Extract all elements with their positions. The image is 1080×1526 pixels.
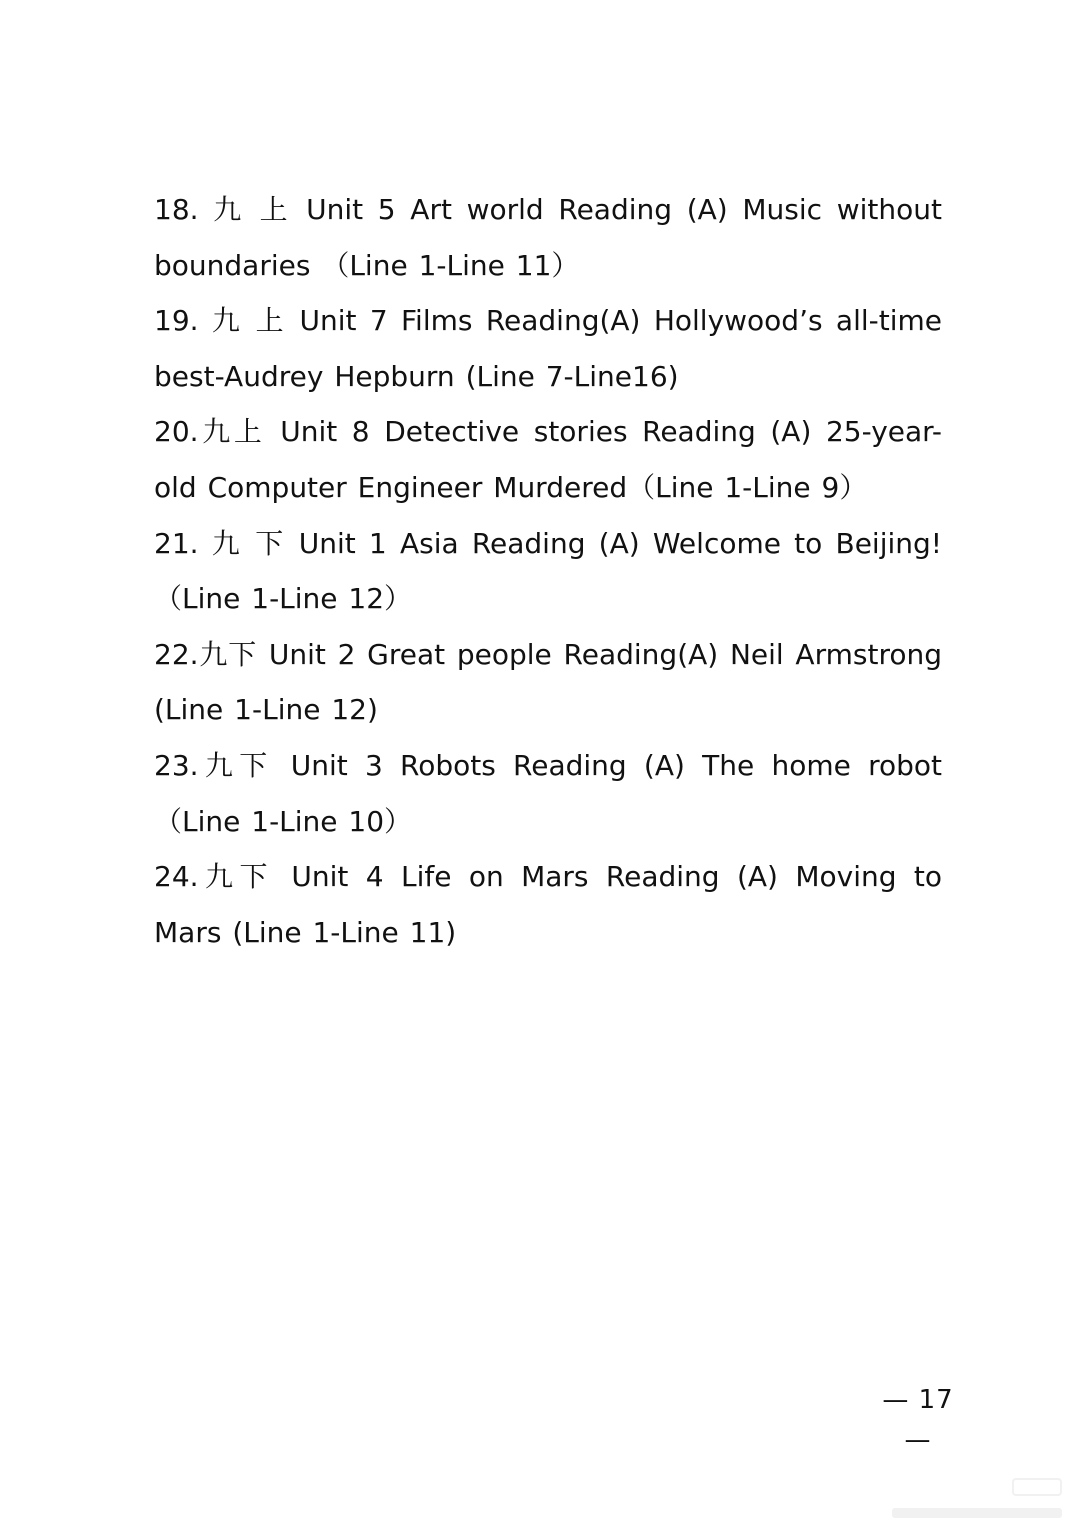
list-item: 21. 九 下 Unit 1 Asia Reading (A) Welcome to Beijing! （Line 1-Line 12）	[154, 526, 942, 616]
watermark-logo	[882, 1478, 1062, 1518]
reading-list	[154, 182, 942, 960]
list-item: 24.九下 Unit 4 Life on Mars Reading (A) Moving to Mars (Line 1-Line 11)	[154, 860, 942, 949]
list-item: 22.九下 Unit 2 Great people Reading(A) Neil Armstrong (Line 1-Line 12)	[154, 637, 942, 727]
list-item: 23.九下 Unit 3 Robots Reading (A) The home robot（Line 1-Line 10）	[154, 748, 942, 838]
list-item: 19. 九 上 Unit 7 Films Reading(A) Hollywood’s all-time best-Audrey Hepburn (Line 7-Line16)	[154, 304, 942, 393]
list-item: 20.九上 Unit 8 Detective stories Reading (A) 25-year-old Computer Engineer Murdered（Line 1-Line 9）	[154, 415, 942, 504]
page-number: — 17 —	[882, 1385, 954, 1455]
list-item: 18. 九 上 Unit 5 Art world Reading (A) Music without boundaries （Line 1-Line 11）	[154, 193, 942, 282]
